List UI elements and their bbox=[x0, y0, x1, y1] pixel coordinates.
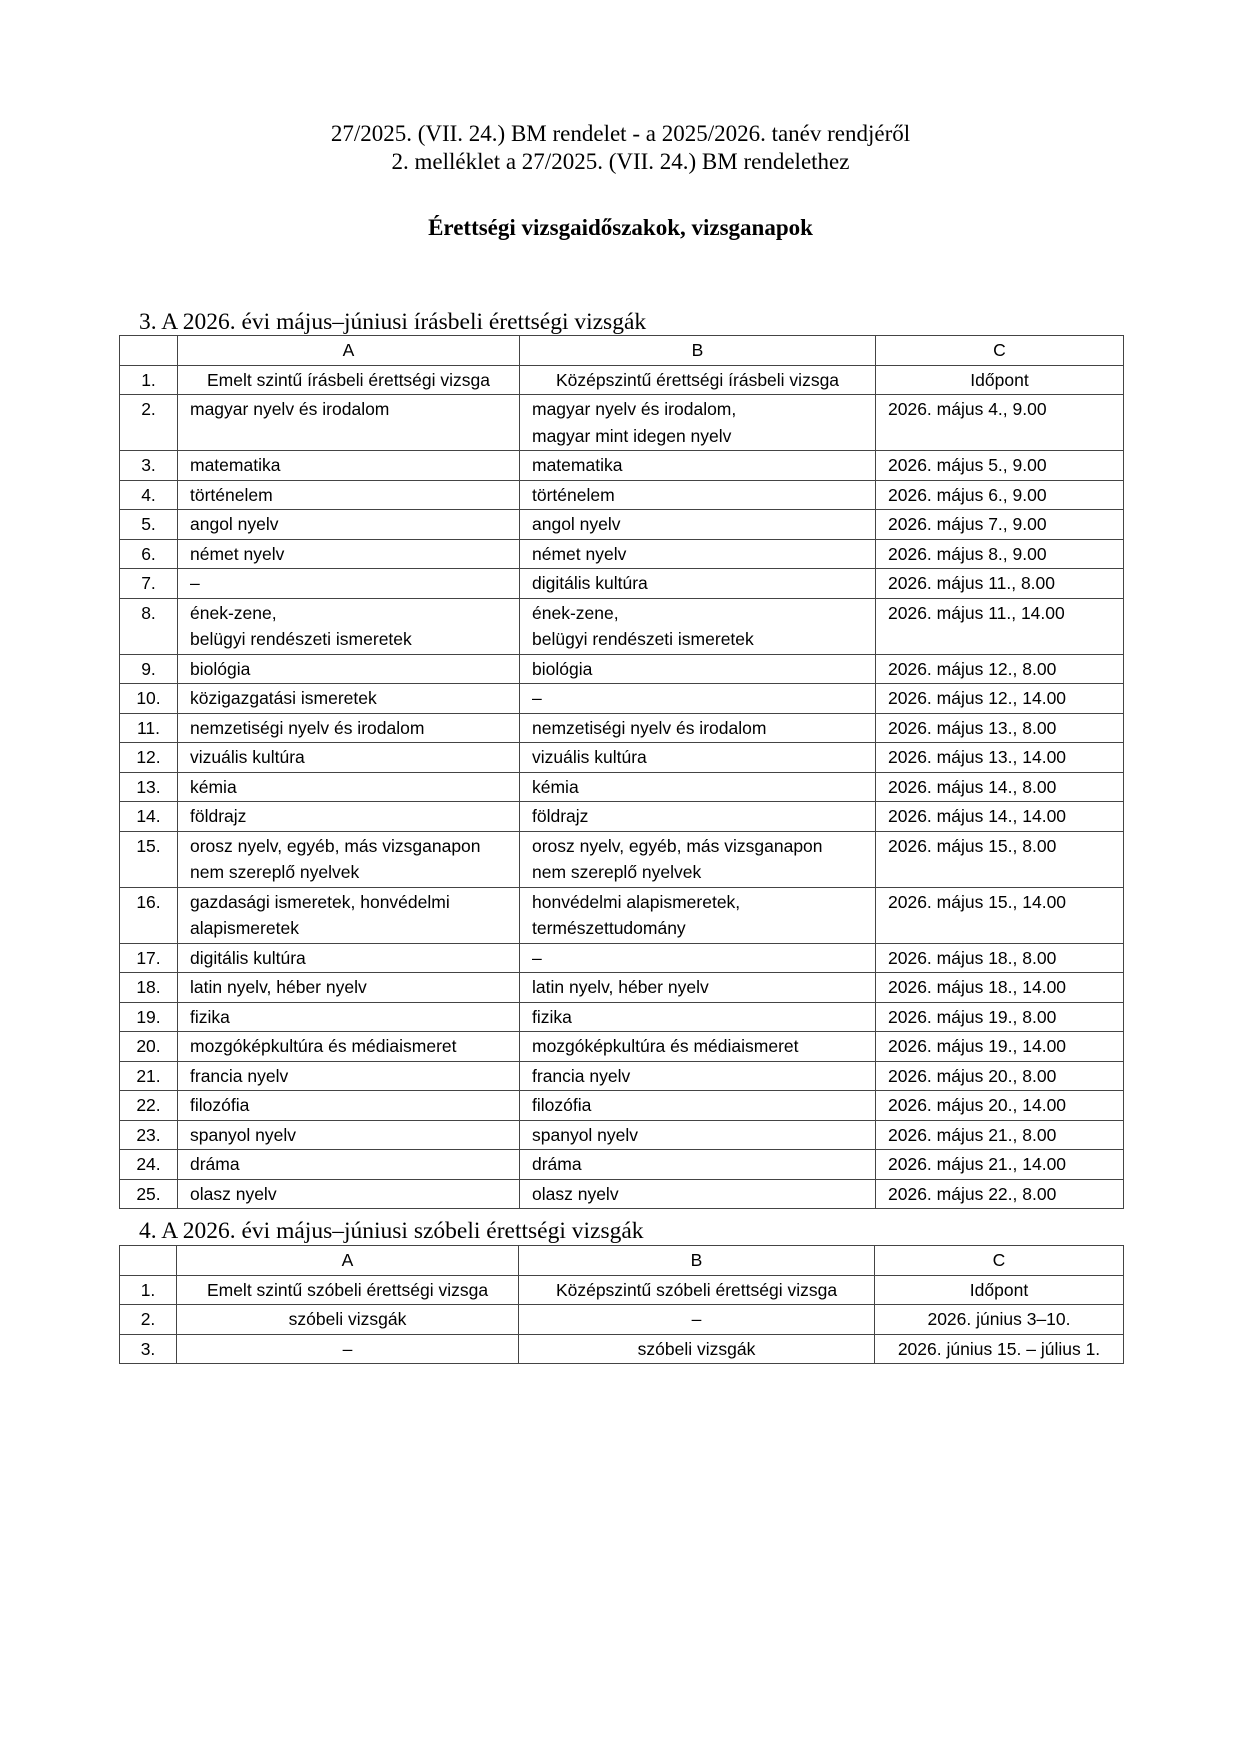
table-row bbox=[120, 1305, 1124, 1335]
cell-line: nem szereplő nyelvek bbox=[190, 862, 360, 882]
table-row bbox=[120, 802, 1124, 832]
intermediate-level-cell bbox=[520, 539, 876, 569]
cell-line: spanyol nyelv bbox=[532, 1124, 639, 1145]
date-cell: 2026. május 18., 14.00 bbox=[876, 973, 1124, 1003]
row-number: 7. bbox=[120, 569, 178, 599]
row-number: 4. bbox=[120, 480, 178, 510]
intermediate-level-cell bbox=[520, 1091, 876, 1121]
cell-line: biológia bbox=[532, 658, 593, 679]
row-number: 3. bbox=[120, 451, 178, 481]
table-row bbox=[120, 539, 1124, 569]
advanced-level-cell bbox=[178, 1002, 520, 1032]
intermediate-level-cell bbox=[520, 802, 876, 832]
cell-line: fizika bbox=[532, 1006, 572, 1027]
intermediate-level-cell bbox=[520, 1061, 876, 1091]
column-header: Emelt szintű szóbeli érettségi vizsga bbox=[177, 1275, 519, 1305]
cell-line: nemzetiségi nyelv és irodalom bbox=[532, 717, 767, 738]
advanced-level-cell bbox=[178, 654, 520, 684]
row-number: 20. bbox=[120, 1032, 178, 1062]
cell-line: filozófia bbox=[190, 1095, 250, 1115]
column-letter: C bbox=[875, 1246, 1124, 1276]
date-cell: 2026. május 12., 8.00 bbox=[876, 654, 1124, 684]
date-cell: 2026. május 14., 8.00 bbox=[876, 772, 1124, 802]
date-cell: 2026. május 22., 8.00 bbox=[876, 1179, 1124, 1209]
cell-line: dráma bbox=[190, 1154, 240, 1174]
column-header: Középszintű szóbeli érettségi vizsga bbox=[519, 1275, 875, 1305]
cell-line: matematika bbox=[190, 455, 281, 475]
advanced-level-cell bbox=[178, 772, 520, 802]
date-cell: 2026. május 20., 14.00 bbox=[876, 1091, 1124, 1121]
column-header: Emelt szintű írásbeli érettségi vizsga bbox=[178, 365, 520, 395]
intermediate-level-cell bbox=[520, 743, 876, 773]
table-row bbox=[120, 772, 1124, 802]
advanced-level-cell bbox=[178, 539, 520, 569]
cell-line: belügyi rendészeti ismeretek bbox=[190, 629, 412, 649]
corner-cell bbox=[120, 1246, 177, 1276]
advanced-level-cell: – bbox=[177, 1334, 519, 1364]
table-row bbox=[120, 887, 1124, 943]
date-cell: 2026. június 15. – július 1. bbox=[875, 1334, 1124, 1364]
intermediate-level-cell bbox=[520, 973, 876, 1003]
date-cell: 2026. május 11., 8.00 bbox=[876, 569, 1124, 599]
row-number: 8. bbox=[120, 598, 178, 654]
advanced-level-cell bbox=[178, 510, 520, 540]
table-row bbox=[120, 451, 1124, 481]
row-number: 19. bbox=[120, 1002, 178, 1032]
table-row bbox=[120, 743, 1124, 773]
advanced-level-cell bbox=[178, 1120, 520, 1150]
table-row bbox=[120, 684, 1124, 714]
advanced-level-cell bbox=[178, 480, 520, 510]
cell-line: honvédelmi alapismeretek, bbox=[532, 891, 741, 912]
decree-title: 27/2025. (VII. 24.) BM rendelet - a 2025/2026. tanév rendjéről bbox=[330, 121, 911, 146]
table-row bbox=[120, 569, 1124, 599]
advanced-level-cell bbox=[178, 1179, 520, 1209]
advanced-level-cell bbox=[178, 684, 520, 714]
cell-line: angol nyelv bbox=[532, 514, 621, 534]
cell-line: magyar nyelv és irodalom, bbox=[532, 399, 737, 419]
row-number: 23. bbox=[120, 1120, 178, 1150]
cell-line: magyar mint idegen nyelv bbox=[532, 425, 732, 446]
advanced-level-cell bbox=[178, 1061, 520, 1091]
intermediate-level-cell bbox=[520, 598, 876, 654]
cell-line: filozófia bbox=[532, 1095, 592, 1115]
row-number: 2. bbox=[120, 395, 178, 451]
column-header: Időpont bbox=[875, 1275, 1124, 1305]
intermediate-level-cell bbox=[520, 713, 876, 743]
advanced-level-cell bbox=[178, 598, 520, 654]
date-cell: 2026. május 20., 8.00 bbox=[876, 1061, 1124, 1091]
cell-line: közigazgatási ismeretek bbox=[190, 688, 377, 708]
intermediate-level-cell bbox=[520, 480, 876, 510]
column-header: Időpont bbox=[876, 365, 1124, 395]
cell-line: német nyelv bbox=[532, 543, 627, 564]
date-cell: 2026. május 21., 14.00 bbox=[876, 1150, 1124, 1180]
cell-line: fizika bbox=[190, 1006, 230, 1027]
column-header-row bbox=[120, 365, 1124, 395]
table-row bbox=[120, 1061, 1124, 1091]
cell-line: történelem bbox=[532, 484, 615, 505]
advanced-level-cell bbox=[178, 1150, 520, 1180]
row-number: 16. bbox=[120, 887, 178, 943]
date-cell: 2026. május 19., 8.00 bbox=[876, 1002, 1124, 1032]
date-cell: 2026. május 4., 9.00 bbox=[876, 395, 1124, 451]
advanced-level-cell bbox=[178, 713, 520, 743]
table-row bbox=[120, 1002, 1124, 1032]
row-number: 18. bbox=[120, 973, 178, 1003]
intermediate-level-cell bbox=[520, 831, 876, 887]
cell-line: angol nyelv bbox=[190, 514, 279, 534]
intermediate-level-cell: – bbox=[519, 1305, 875, 1335]
cell-line: természettudomány bbox=[532, 918, 686, 938]
intermediate-level-cell bbox=[520, 1120, 876, 1150]
table-row bbox=[120, 510, 1124, 540]
table-row bbox=[120, 480, 1124, 510]
date-cell: 2026. június 3–10. bbox=[875, 1305, 1124, 1335]
date-cell: 2026. május 5., 9.00 bbox=[876, 451, 1124, 481]
row-number: 12. bbox=[120, 743, 178, 773]
cell-line: nem szereplő nyelvek bbox=[532, 862, 702, 882]
row-number: 15. bbox=[120, 831, 178, 887]
advanced-level-cell bbox=[178, 1091, 520, 1121]
intermediate-level-cell bbox=[520, 451, 876, 481]
intermediate-level-cell bbox=[520, 772, 876, 802]
oral-exams-table bbox=[119, 1245, 1124, 1364]
cell-line: francia nyelv bbox=[190, 1065, 289, 1086]
table-row bbox=[120, 654, 1124, 684]
cell-line: kémia bbox=[190, 776, 237, 797]
intermediate-level-cell bbox=[520, 1150, 876, 1180]
cell-line: vizuális kultúra bbox=[190, 747, 305, 767]
cell-line: mozgóképkultúra és médiaismeret bbox=[190, 1036, 457, 1056]
date-cell: 2026. május 13., 14.00 bbox=[876, 743, 1124, 773]
row-number: 11. bbox=[120, 713, 178, 743]
cell-line: ének-zene, bbox=[532, 602, 619, 623]
row-number: 10. bbox=[120, 684, 178, 714]
cell-line: – bbox=[532, 688, 542, 708]
date-cell: 2026. május 18., 8.00 bbox=[876, 943, 1124, 973]
oral-exams-heading: 4. A 2026. évi május–júniusi szóbeli érettségi vizsgák bbox=[139, 1218, 644, 1244]
table-row bbox=[120, 1032, 1124, 1062]
row-number: 13. bbox=[120, 772, 178, 802]
intermediate-level-cell bbox=[520, 1002, 876, 1032]
advanced-level-cell bbox=[178, 973, 520, 1003]
intermediate-level-cell bbox=[520, 569, 876, 599]
date-cell: 2026. május 7., 9.00 bbox=[876, 510, 1124, 540]
cell-line: francia nyelv bbox=[532, 1065, 631, 1086]
cell-line: – bbox=[190, 573, 200, 593]
advanced-level-cell bbox=[178, 887, 520, 943]
column-header: Középszintű érettségi írásbeli vizsga bbox=[520, 365, 876, 395]
cell-line: – bbox=[532, 947, 542, 968]
advanced-level-cell bbox=[178, 395, 520, 451]
cell-line: kémia bbox=[532, 776, 579, 797]
table-row bbox=[120, 598, 1124, 654]
column-letter: A bbox=[177, 1246, 519, 1276]
cell-line: digitális kultúra bbox=[190, 947, 306, 968]
advanced-level-cell bbox=[178, 943, 520, 973]
column-letters-row bbox=[120, 336, 1124, 366]
cell-line: matematika bbox=[532, 455, 623, 475]
table-row bbox=[120, 1150, 1124, 1180]
table-row bbox=[120, 1091, 1124, 1121]
date-cell: 2026. május 21., 8.00 bbox=[876, 1120, 1124, 1150]
intermediate-level-cell bbox=[520, 1179, 876, 1209]
cell-line: spanyol nyelv bbox=[190, 1124, 297, 1145]
cell-line: történelem bbox=[190, 484, 273, 505]
date-cell: 2026. május 13., 8.00 bbox=[876, 713, 1124, 743]
intermediate-level-cell bbox=[520, 684, 876, 714]
row-number: 2. bbox=[120, 1305, 177, 1335]
table-row bbox=[120, 1334, 1124, 1364]
cell-line: belügyi rendészeti ismeretek bbox=[532, 629, 754, 649]
column-letter: C bbox=[876, 336, 1124, 366]
row-number: 14. bbox=[120, 802, 178, 832]
page-title: Érettségi vizsgaidőszakok, vizsganapok bbox=[428, 215, 813, 240]
cell-line: orosz nyelv, egyéb, más vizsganapon bbox=[532, 835, 823, 856]
date-cell: 2026. május 15., 14.00 bbox=[876, 887, 1124, 943]
cell-line: német nyelv bbox=[190, 543, 285, 564]
row-number: 6. bbox=[120, 539, 178, 569]
cell-line: földrajz bbox=[190, 806, 247, 826]
intermediate-level-cell: szóbeli vizsgák bbox=[519, 1334, 875, 1364]
cell-line: orosz nyelv, egyéb, más vizsganapon bbox=[190, 835, 481, 856]
cell-line: dráma bbox=[532, 1154, 582, 1174]
row-number: 9. bbox=[120, 654, 178, 684]
advanced-level-cell bbox=[178, 569, 520, 599]
table-row bbox=[120, 395, 1124, 451]
row-number: 22. bbox=[120, 1091, 178, 1121]
row-number: 17. bbox=[120, 943, 178, 973]
date-cell: 2026. május 19., 14.00 bbox=[876, 1032, 1124, 1062]
cell-line: földrajz bbox=[532, 806, 589, 826]
table-row bbox=[120, 1179, 1124, 1209]
column-letter: B bbox=[520, 336, 876, 366]
column-header-row bbox=[120, 1275, 1124, 1305]
intermediate-level-cell bbox=[520, 395, 876, 451]
row-number: 25. bbox=[120, 1179, 178, 1209]
table-row bbox=[120, 943, 1124, 973]
cell-line: alapismeretek bbox=[190, 918, 299, 938]
cell-line: nemzetiségi nyelv és irodalom bbox=[190, 717, 425, 738]
advanced-level-cell bbox=[178, 743, 520, 773]
corner-cell bbox=[120, 336, 178, 366]
row-number: 1. bbox=[120, 365, 178, 395]
advanced-level-cell bbox=[178, 451, 520, 481]
intermediate-level-cell bbox=[520, 654, 876, 684]
intermediate-level-cell bbox=[520, 1032, 876, 1062]
row-number: 5. bbox=[120, 510, 178, 540]
date-cell: 2026. május 14., 14.00 bbox=[876, 802, 1124, 832]
date-cell: 2026. május 11., 14.00 bbox=[876, 598, 1124, 654]
column-letter: A bbox=[178, 336, 520, 366]
cell-line: gazdasági ismeretek, honvédelmi bbox=[190, 891, 450, 912]
date-cell: 2026. május 15., 8.00 bbox=[876, 831, 1124, 887]
intermediate-level-cell bbox=[520, 943, 876, 973]
written-exams-table bbox=[119, 335, 1124, 1209]
row-number: 21. bbox=[120, 1061, 178, 1091]
table-row bbox=[120, 973, 1124, 1003]
row-number: 3. bbox=[120, 1334, 177, 1364]
advanced-level-cell: szóbeli vizsgák bbox=[177, 1305, 519, 1335]
written-exams-heading: 3. A 2026. évi május–júniusi írásbeli érettségi vizsgák bbox=[139, 309, 647, 335]
column-letters-row bbox=[120, 1246, 1124, 1276]
cell-line: magyar nyelv és irodalom bbox=[190, 399, 390, 419]
cell-line: vizuális kultúra bbox=[532, 747, 647, 767]
cell-line: digitális kultúra bbox=[532, 573, 648, 593]
row-number: 24. bbox=[120, 1150, 178, 1180]
column-letter: B bbox=[519, 1246, 875, 1276]
cell-line: latin nyelv, héber nyelv bbox=[532, 977, 709, 997]
cell-line: ének-zene, bbox=[190, 602, 277, 623]
cell-line: mozgóképkultúra és médiaismeret bbox=[532, 1036, 799, 1056]
advanced-level-cell bbox=[178, 831, 520, 887]
cell-line: olasz nyelv bbox=[532, 1183, 619, 1204]
intermediate-level-cell bbox=[520, 510, 876, 540]
table-row bbox=[120, 1120, 1124, 1150]
intermediate-level-cell bbox=[520, 887, 876, 943]
date-cell: 2026. május 8., 9.00 bbox=[876, 539, 1124, 569]
date-cell: 2026. május 12., 14.00 bbox=[876, 684, 1124, 714]
row-number: 1. bbox=[120, 1275, 177, 1305]
table-row bbox=[120, 831, 1124, 887]
date-cell: 2026. május 6., 9.00 bbox=[876, 480, 1124, 510]
table-row bbox=[120, 713, 1124, 743]
advanced-level-cell bbox=[178, 802, 520, 832]
cell-line: latin nyelv, héber nyelv bbox=[190, 977, 367, 997]
cell-line: olasz nyelv bbox=[190, 1183, 277, 1204]
advanced-level-cell bbox=[178, 1032, 520, 1062]
cell-line: biológia bbox=[190, 658, 251, 679]
annex-title: 2. melléklet a 27/2025. (VII. 24.) BM rendelethez bbox=[391, 149, 850, 174]
